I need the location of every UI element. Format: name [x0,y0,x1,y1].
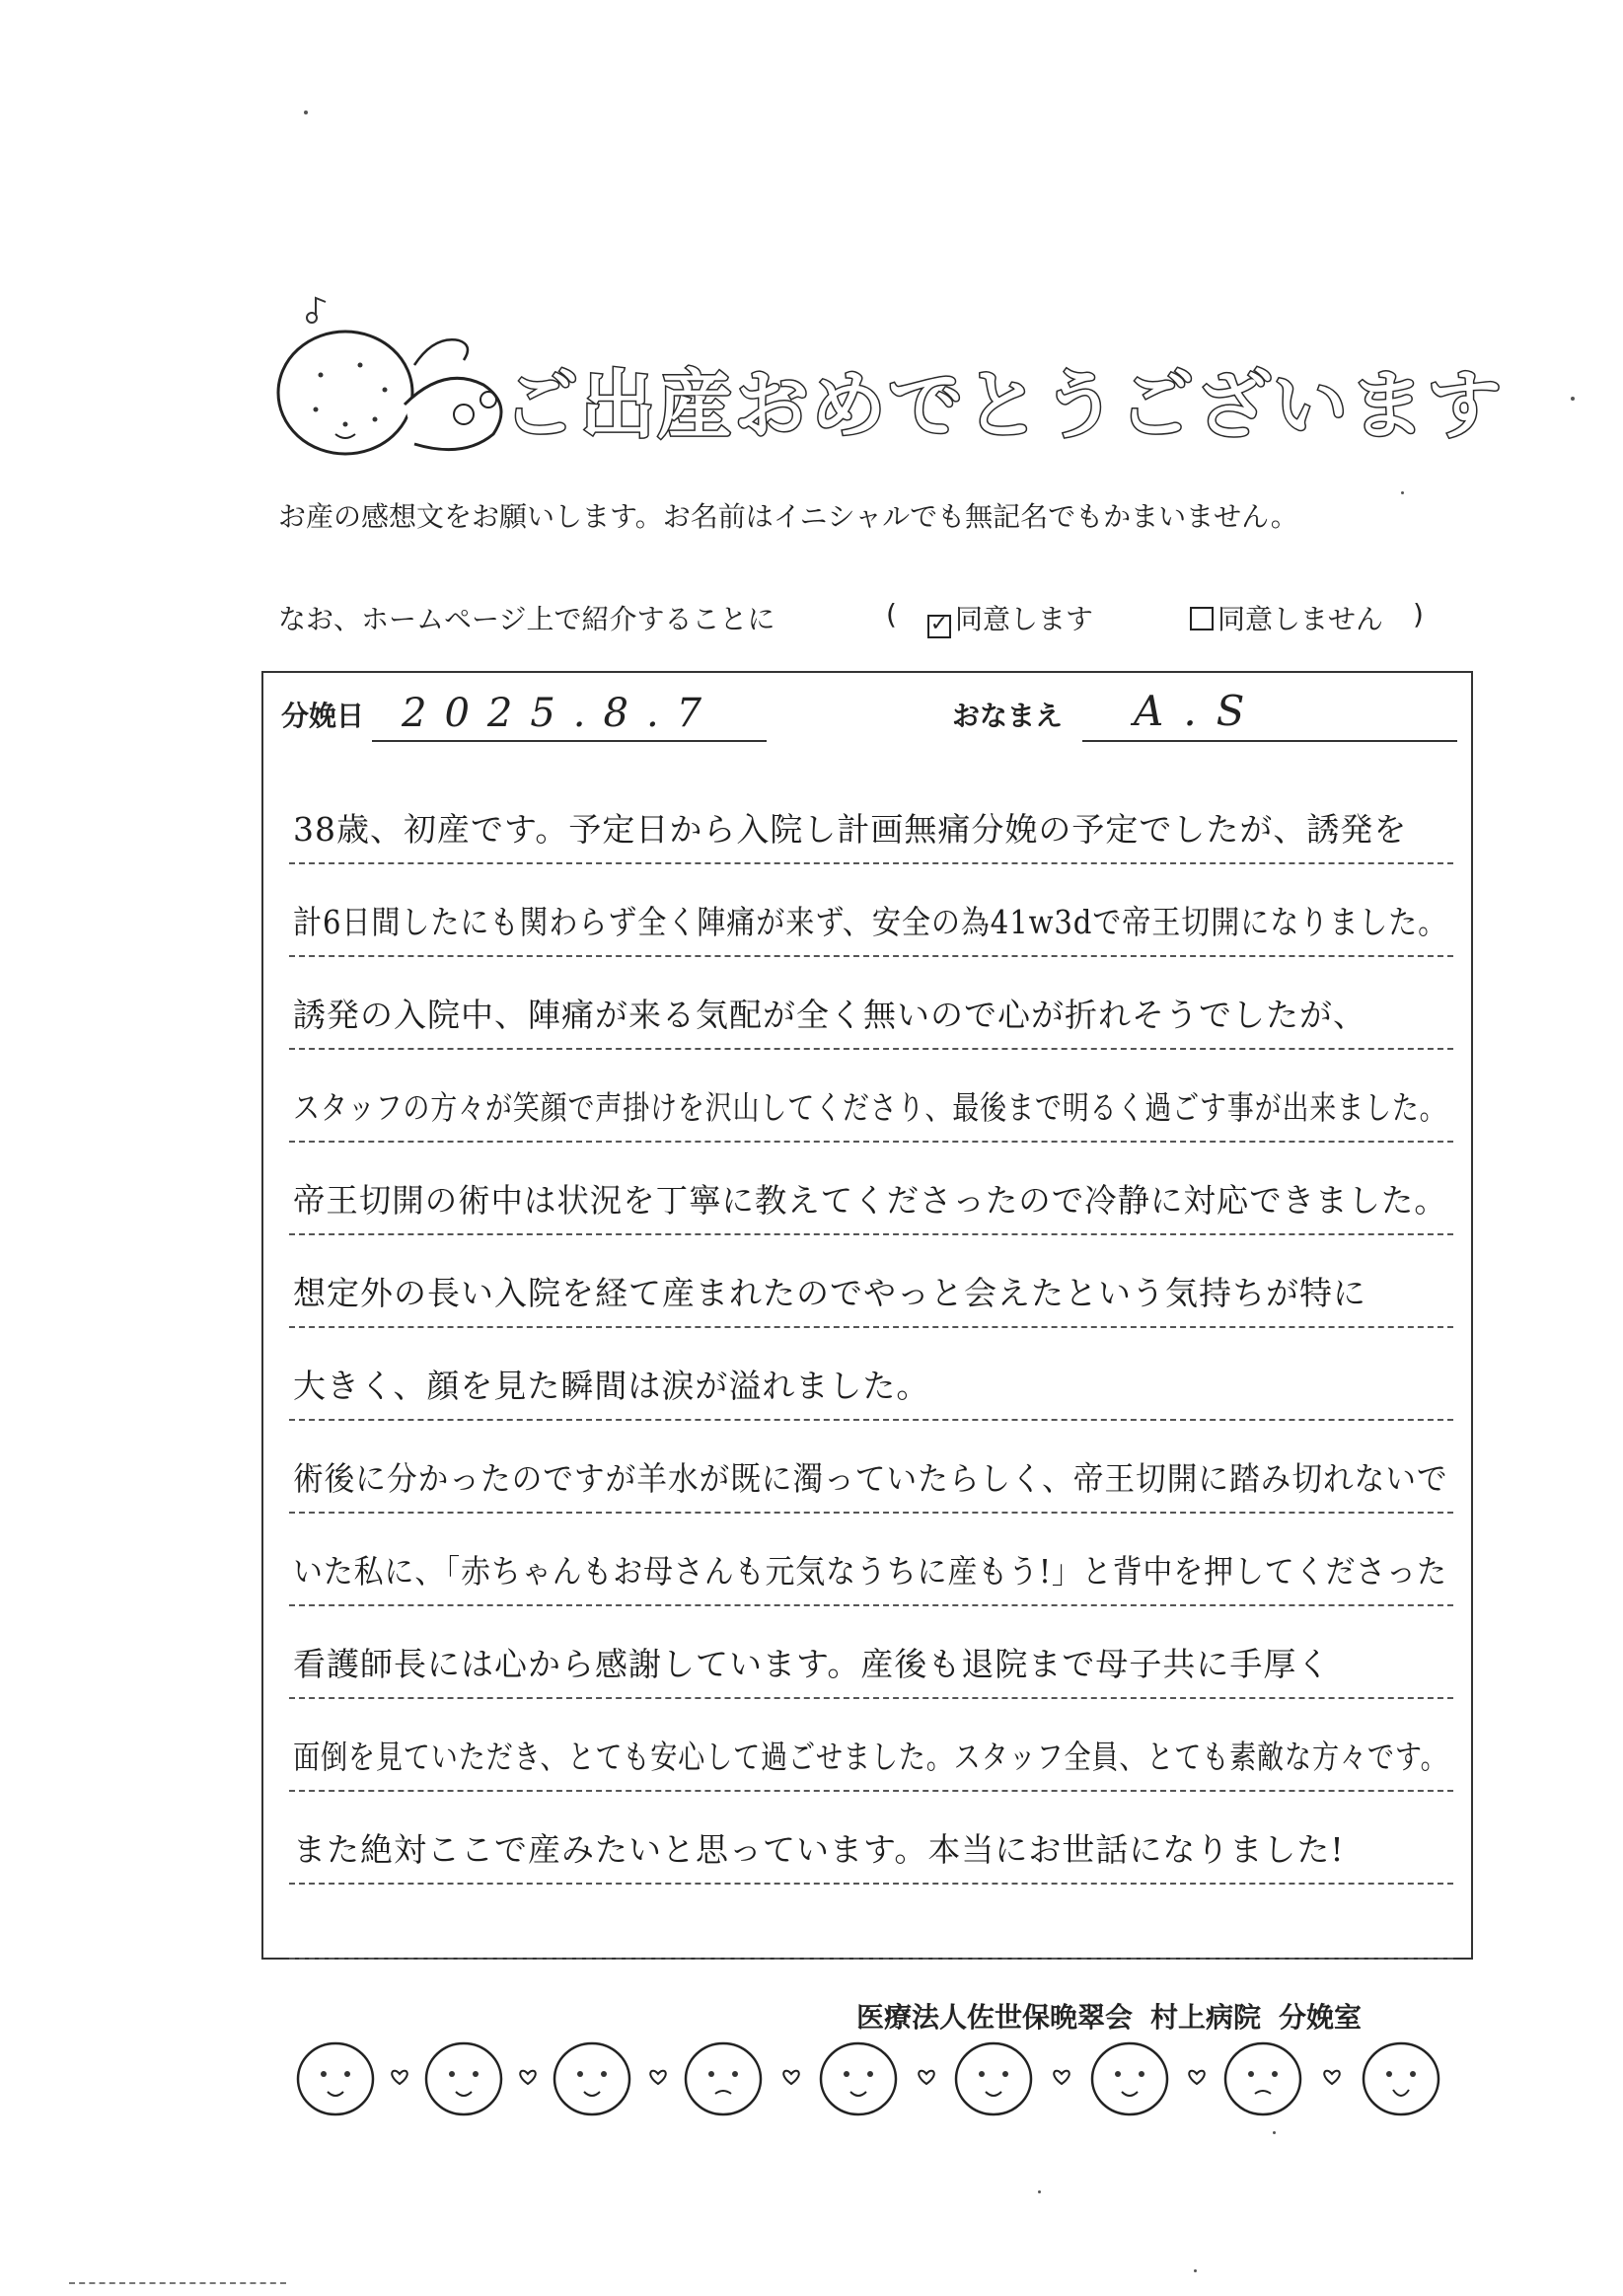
date-label: 分娩日 [281,700,365,732]
name-field[interactable] [1082,740,1457,742]
name-value: A.S [1134,687,1265,735]
comment-line [289,1328,1453,1421]
comment-line-text: 看護師長には心から感謝しています。産後も退院まで母子共に手厚く [293,1645,1331,1683]
date-value: 2025.8.7 [402,691,720,736]
comment-line [289,957,1453,1050]
comment-line-text: また絶対ここで産みたいと思っています。本当にお世話になりました! [293,1830,1345,1869]
instructions-text: お産の感想文をお願いします。お名前はイニシャルでも無記名でもかまいません。 [278,500,1298,533]
comment-line-text: 想定外の長い入院を経て産まれたのでやっと会えたという気持ちが特に [293,1274,1366,1312]
page-title: ご出産おめでとうございます [503,361,1504,449]
comment-line-text: 38歳、初産です。予定日から入院し計画無痛分娩の予定でしたが、誘発を [293,810,1408,849]
disagree-label: 同意しません [1217,603,1384,635]
comment-line [289,1606,1453,1699]
agree-label: 同意します [955,603,1094,635]
comment-line [289,1699,1453,1792]
name-label: おなまえ [952,700,1064,732]
comment-line-text: 面倒を見ていただき、とても安心して過ごせました。スタッフ全員、とても素敵な方々です。 [293,1738,1448,1776]
comment-line-text: 計6日間したにも関わらず全く陣痛が来ず、安全の為41w3dで帝王切開になりました。 [293,903,1448,941]
feedback-form [261,671,1473,1960]
consent-close-paren: ) [1413,598,1424,630]
comment-line-text: いた私に、「赤ちゃんもお母さんも元気なうちに産もう!」と背中を押してくださった [293,1552,1447,1591]
comment-line [289,1867,1453,1960]
baby-faces-and-hearts-icon [291,2035,1455,2123]
comment-line [289,1235,1453,1328]
comment-line-text: 帝王切開の術中は状況を丁寧に教えてくださったので冷静に対応できました。 [293,1181,1447,1220]
comment-line [289,1050,1453,1143]
consent-open-paren: ( [886,598,897,630]
consent-question: なお、ホームページ上で紹介することに [278,603,775,635]
comment-line [289,864,1453,957]
department-name: 分娩室 [1279,2001,1363,2034]
footer-organization [856,1996,1379,2036]
page-header [266,296,1504,474]
comment-line-text: スタッフの方々が笑顔で声掛けを沢山してくださり、最後まで明るく過ごす事が出来ました。 [293,1088,1447,1127]
comment-line [289,1421,1453,1514]
org-name: 医療法人佐世保晩翠会 [856,2001,1134,2034]
consent-disagree-option[interactable] [1190,598,1383,637]
comment-line-text: 誘発の入院中、陣痛が来る気配が全く無いので心が折れそうでしたが、 [293,996,1366,1034]
comment-line [289,1143,1453,1235]
hospital-name: 村上病院 [1150,2001,1262,2034]
newborn-baby-icon [266,296,523,474]
disagree-checkbox[interactable] [1190,607,1214,630]
comment-line-text: 術後に分かったのですが羊水が既に濁っていたらしく、帝王切開に踏み切れないで [293,1459,1448,1498]
date-field[interactable] [372,740,767,742]
comment-line [289,1514,1453,1606]
agree-checkbox[interactable]: ✓ [927,615,951,638]
comment-line [289,772,1453,864]
comment-line-text: 大きく、顔を見た瞬間は涙が溢れました。 [293,1367,930,1405]
consent-agree-option[interactable] [927,598,1093,638]
